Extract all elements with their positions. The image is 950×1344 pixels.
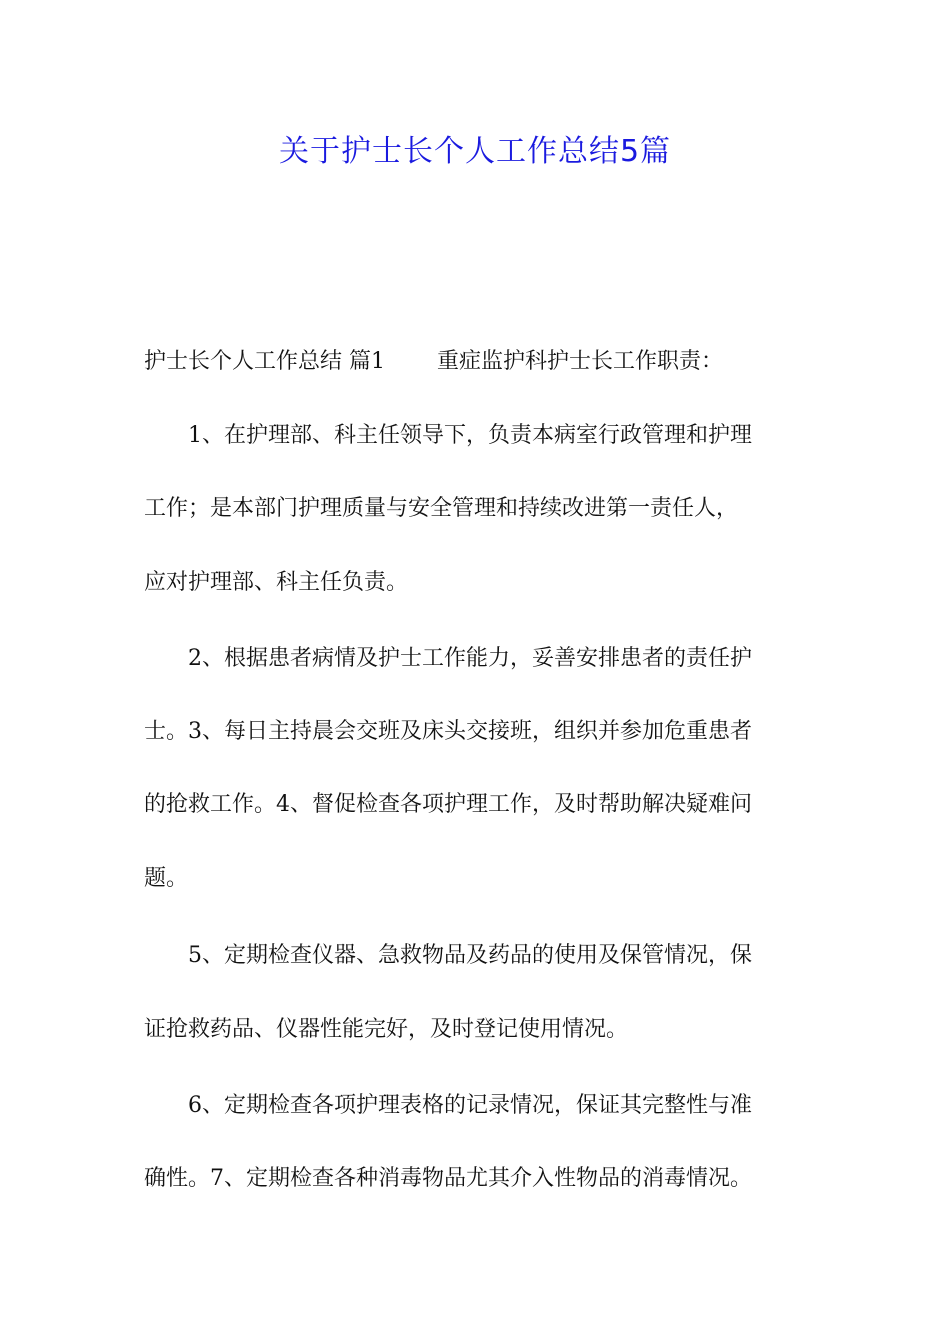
- paragraph-line: 5、定期检查仪器、急救物品及药品的使用及保管情况，保: [188, 943, 752, 968]
- paragraph-line: 1、在护理部、科主任领导下，负责本病室行政管理和护理: [188, 423, 752, 448]
- paragraph-line: 2、根据患者病情及护士工作能力，妥善安排患者的责任护: [188, 646, 752, 671]
- paragraph-line: 应对护理部、科主任负责。: [144, 570, 409, 595]
- section-heading-label: 护士长个人工作总结 篇1: [144, 349, 385, 374]
- paragraph-line: 题。: [144, 866, 189, 891]
- section-heading-text: 重症监护科护士长工作职责：: [437, 349, 724, 374]
- paragraph-line: 工作；是本部门护理质量与安全管理和持续改进第一责任人，: [144, 496, 739, 521]
- paragraph-line: 士。3、每日主持晨会交班及床头交接班，组织并参加危重患者: [144, 719, 752, 744]
- section-heading: [144, 347, 723, 377]
- paragraph-line: 6、定期检查各项护理表格的记录情况，保证其完整性与准: [188, 1093, 752, 1118]
- paragraph-line: 证抢救药品、仪器性能完好，及时登记使用情况。: [144, 1017, 629, 1042]
- paragraph-line: 确性。7、定期检查各种消毒物品尤其介入性物品的消毒情况。: [144, 1166, 752, 1191]
- paragraph-line: 的抢救工作。4、督促检查各项护理工作，及时帮助解决疑难问: [144, 792, 752, 817]
- document-title: 关于护士长个人工作总结5篇: [278, 134, 672, 169]
